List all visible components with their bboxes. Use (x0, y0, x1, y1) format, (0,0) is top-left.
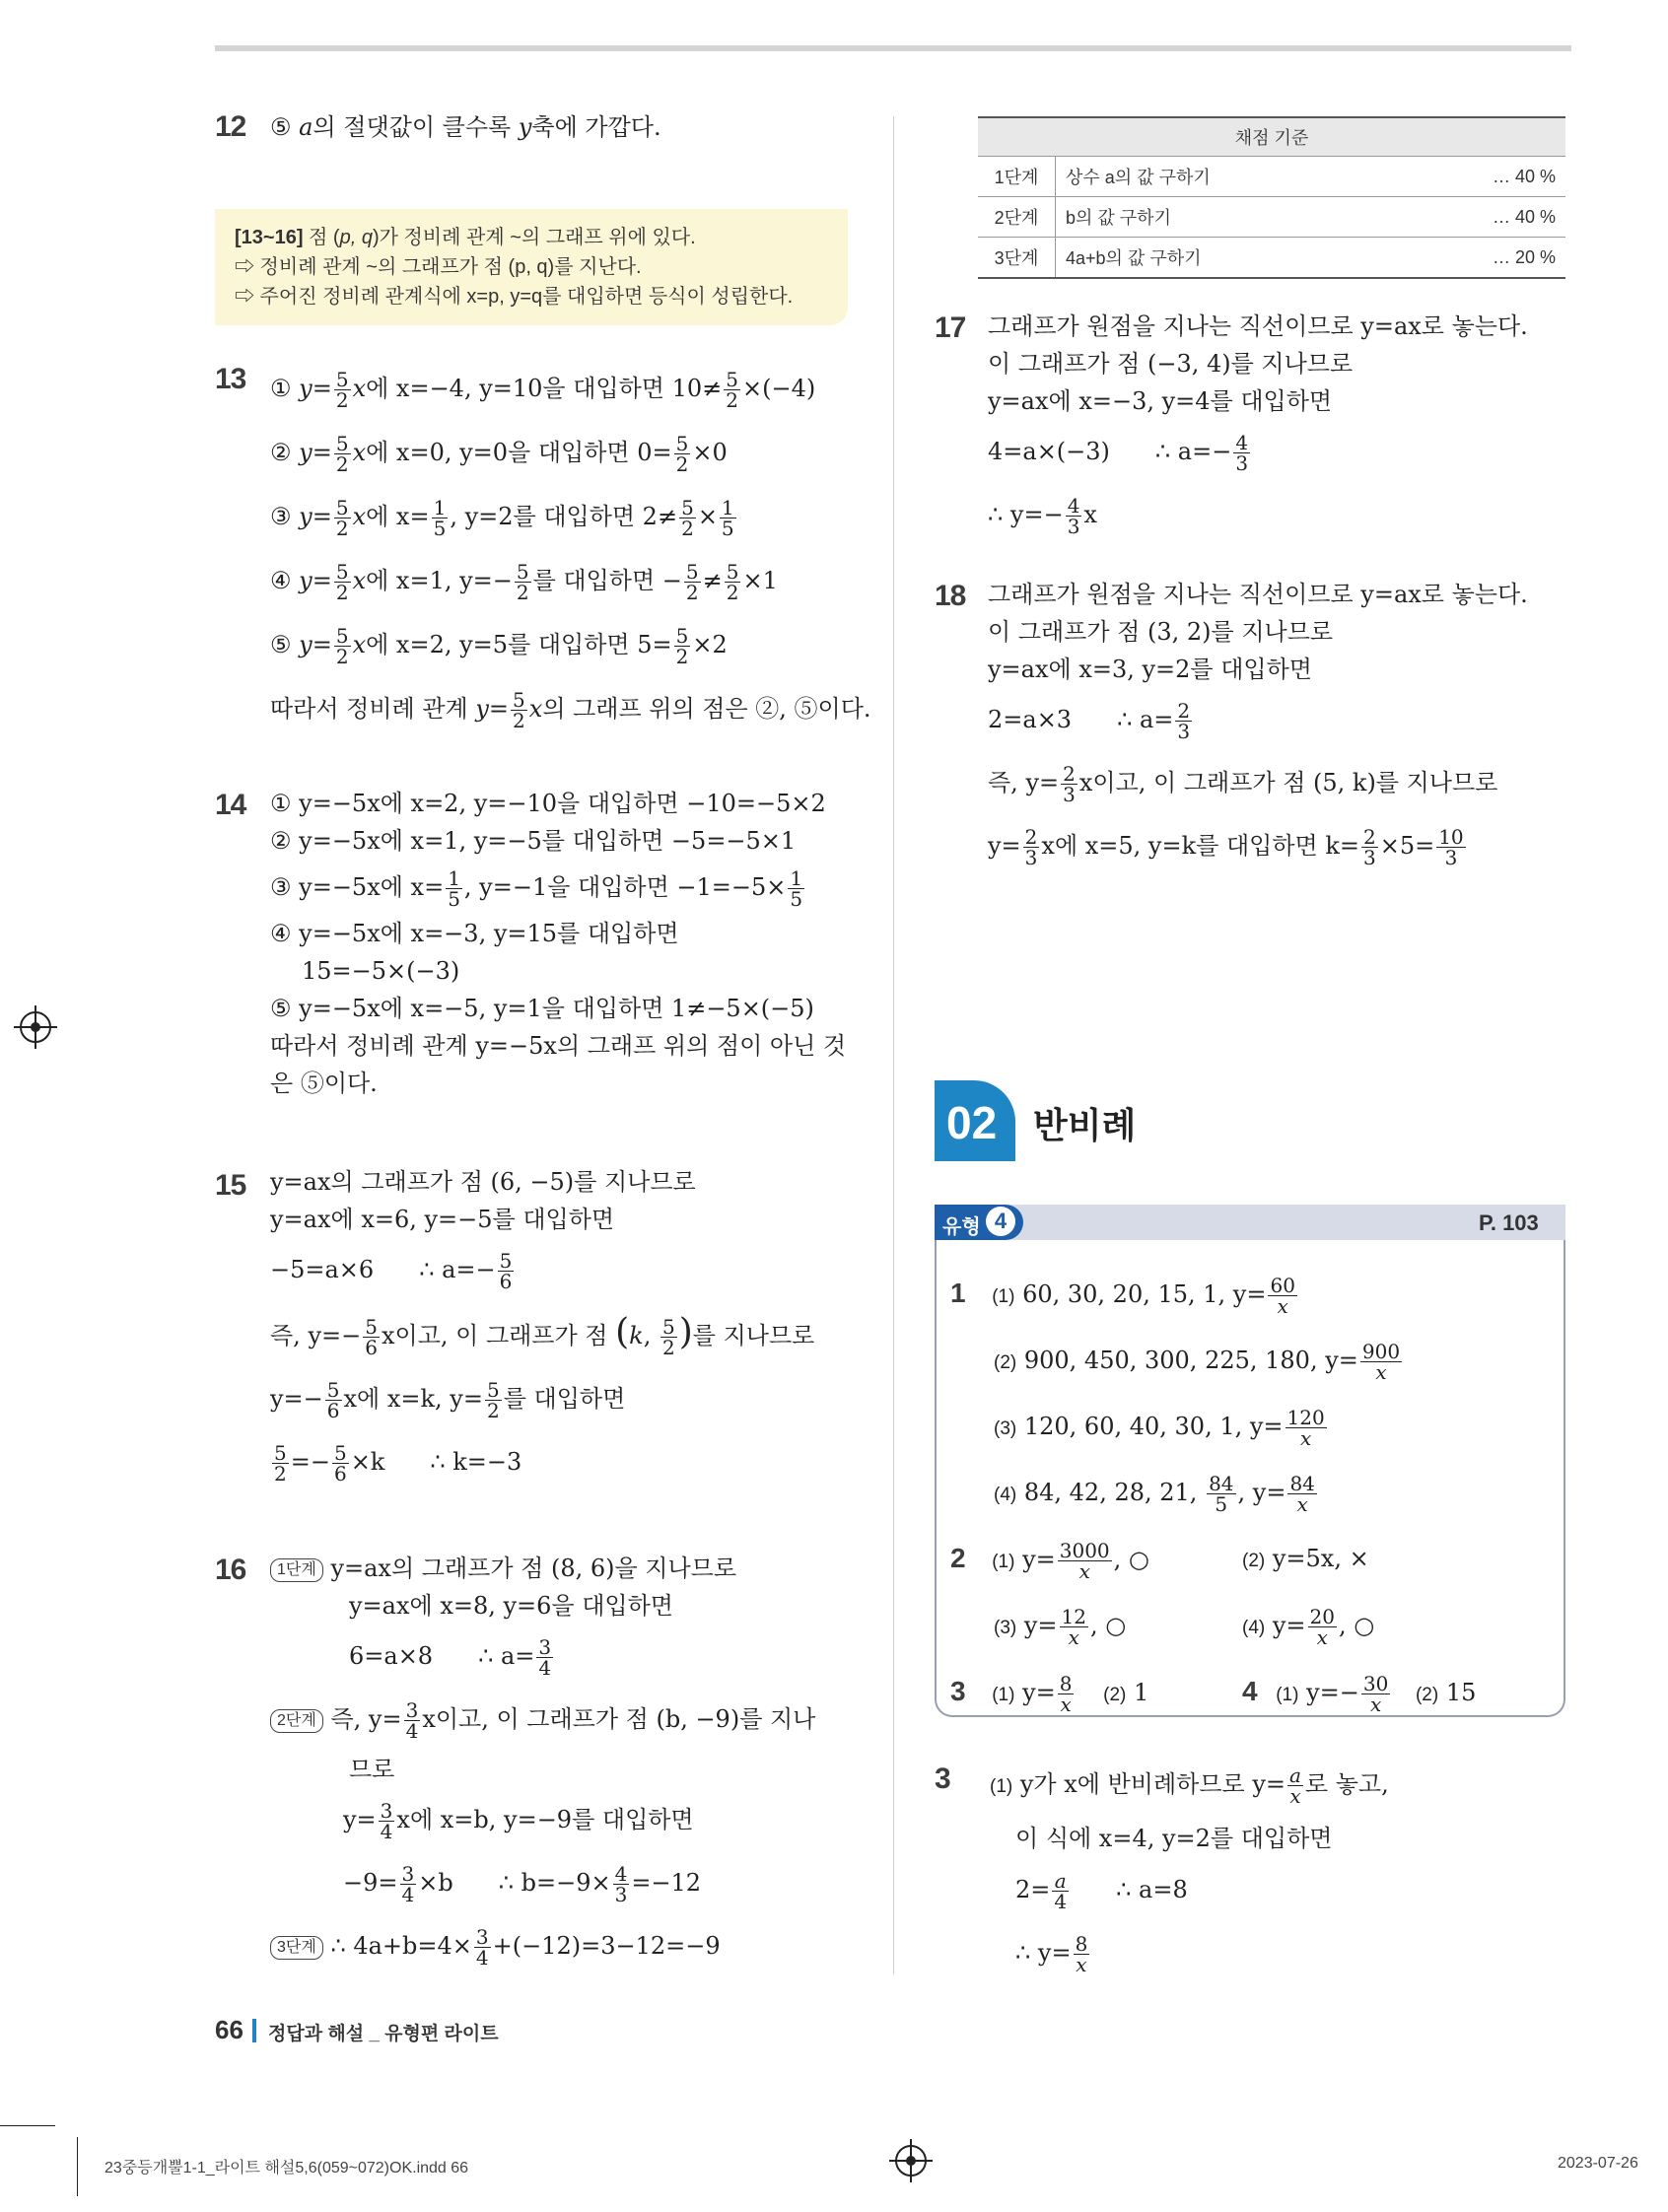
footer-title: 정답과 해설 _ 유형편 라이트 (268, 2024, 499, 2044)
problem-number-14: 14 (215, 789, 246, 821)
column-divider (893, 116, 894, 1974)
type-number: 4 (986, 1207, 1015, 1236)
problem-13: ① y= $\frac{5}{2}$ x에 x=−4, y=10을 대입하면 10≠ $\frac{5}{2}$ ×(−4) ② y= $\frac{5}{2}$ x에 x=0, y=0을 대입하면 0= $\frac{5}{2}$ ×0 ③ y= $\frac{5}{2}$ x에 x= $\frac{1}{5}$ , y=2를 대입하면 2≠ $\frac{5}{2}$ × $\frac{1}{5}$ ④ y= $\frac{5}{2}$ x에 x=1, y=− $\frac{5}{2}$ 를 대입하면 − $\frac{5}{2}$ ≠ $\frac{5}{2}$ ×1 ⑤ y= $\frac{5}{2}$ x에 x=2, y=5를 대입하면 5= $\frac{5}{2}$ ×2 따라서 정비례 관계 y= $\frac{5}{2}$ x의 그래프 위의 점은 ②, ⑤이다. (270, 368, 871, 732)
top-rule (215, 45, 1571, 51)
problem-number-3: 3 (935, 1763, 950, 1795)
type-header-bar (935, 1205, 1565, 1240)
step-1-badge: 1단계 (270, 1558, 323, 1582)
footer-divider (252, 2019, 256, 2042)
problem-12: ⑤ a의 절댓값이 클수록 y축에 가깝다. (270, 113, 661, 141)
registration-mark-icon (20, 1011, 51, 1043)
print-date: 2023-07-26 (1558, 2155, 1638, 2172)
note-line-2: ⇨ 정비례 관계 ~의 그래프가 점 (p, q)를 지난다. (235, 256, 642, 278)
grading-table-title: 채점 기준 (978, 117, 1565, 157)
problem-number-13: 13 (215, 363, 246, 395)
table-row: 2단계 b의 값 구하기 … 40 % (978, 197, 1565, 238)
answer-number-4: 4 (1242, 1676, 1257, 1706)
problem-number-17: 17 (935, 311, 966, 344)
grading-criteria-table (978, 116, 1565, 279)
crop-line-vertical (77, 2137, 78, 2196)
print-filename: 23중등개뿔1-1_라이트 해설5,6(059~072)OK.indd 66 (104, 2160, 469, 2177)
type-page-ref: P. 103 (1479, 1210, 1539, 1235)
problem-number-15: 15 (215, 1169, 246, 1202)
answer-number-1: 1 (950, 1278, 965, 1308)
problem-16: 1단계 y=ax의 그래프가 점 (8, 6)을 지나므로 y=ax에 x=8, y=6을 대입하면 6=a×8 ∴ a= $\frac{3}{4}$ 2단계 즉, y= $\frac{3}{4}$ x이고, 이 그래프가 점 (b, −9)를 지나 므로 y= $\frac{3}{4}$ x에 x=b, y=−9를 대입하면 −9= $\frac{3}{4}$ ×b ∴ b=−9× $\frac{4}{3}$ =−12 3단계 ∴ 4a+b=4× $\frac{3}{4}$ +(−12)=3−12=−9 (270, 1550, 815, 1977)
answer-number-2: 2 (950, 1543, 965, 1573)
type-label: 유형 (942, 1216, 981, 1238)
problem-3: (1) y가 x에 반비례하므로 y= $\frac{a}{x}$ 로 놓고, 이 식에 x=4, y=2를 대입하면 2= $\frac{a}{4}$ ∴ a=8 ∴ y= $\frac{8}{x}$ (990, 1763, 1389, 1976)
tip-note-box: [13~16] 점 (p, q)가 정비례 관계 ~의 그래프 위에 있다. ⇨ 정비례 관계 ~의 그래프가 점 (p, q)를 지난다. ⇨ 주어진 정비례 관계식에 x=p, y=q를 대입하면 등식이 성립한다. (215, 209, 848, 325)
section-number: 02 (946, 1097, 998, 1148)
section-title: 반비례 (1033, 1105, 1137, 1145)
problem-number-16: 16 (215, 1554, 246, 1586)
problem-15: y=ax의 그래프가 점 (6, −5)를 지나므로 y=ax에 x=6, y=−5를 대입하면 −5=a×6 ∴ a=− $\frac{5}{6}$ 즉, y=− $\frac{5}{6}$ x이고, 이 그래프가 점 (k, $\frac{5}{2}$ )를 지나므로 y=− $\frac{5}{6}$ x에 x=k, y= $\frac{5}{2}$ 를 대입하면 $\frac{5}{2}$ =− $\frac{5}{6}$ ×k ∴ k=−3 (270, 1168, 815, 1486)
table-row: 3단계 4a+b의 값 구하기 … 20 % (978, 238, 1565, 279)
problem-18: 그래프가 원점을 지나는 직선이므로 y=ax로 놓는다. 이 그래프가 점 (3, 2)를 지나므로 y=ax에 x=3, y=2를 대입하면 2=a×3 ∴ a= $\frac{2}{3}$ 즉, y= $\frac{2}{3}$ x이고, 이 그래프가 점 (5, k)를 지나므로 y= $\frac{2}{3}$ x에 x=5, y=k를 대입하면 k= $\frac{2}{3}$ ×5= $\frac{10}{3}$ (988, 581, 1528, 869)
problem-14: ① y=−5x에 x=2, y=−10을 대입하면 −10=−5×2 ② y=−5x에 x=1, y=−5를 대입하면 −5=−5×1 ③ y=−5x에 x= $\frac{1}{5}$ , y=−1을 대입하면 −1=−5× $\frac{1}{5}$ ④ y=−5x에 x=−3, y=15를 대입하면 15=−5×(−3) ⑤ y=−5x에 x=−5, y=1을 대입하면 1≠−5×(−5) 따라서 정비례 관계 y=−5x의 그래프 위의 점이 아닌 것 은 ⑤이다. (270, 790, 847, 1097)
crop-line (0, 2125, 55, 2126)
note-range: [13~16] (235, 227, 304, 248)
registration-mark-icon (895, 2145, 927, 2177)
note-line-3: ⇨ 주어진 정비례 관계식에 x=p, y=q를 대입하면 등식이 성립한다. (235, 286, 794, 308)
problem-number-12: 12 (215, 110, 246, 143)
step-2-badge: 2단계 (270, 1709, 323, 1733)
type4-answers: 1 (1) 60, 30, 20, 15, 1, y= $\frac{60}{x}$ (2) 900, 450, 300, 225, 180, y= $\frac{900}{x}$ (3) 120, 60, 40, 30, 1, y= $\frac{120}{x}$ (4) 84, 42, 28, 21, $\frac{84}{5}$ , y= $\frac{84}{x}$ 2 (1) y= $\frac{3000}{x}$ , ○ (2) y=5x, × (3) y= $\frac{12}{x}$ , ○ (4) y= $\frac{20}{x}$ , ○ 3 (1) y= $\frac{8}{x}$ (2) 1 4 (1) y=− $\frac{30}{x}$ (2) 15 (950, 1274, 1477, 1716)
problem-number-18: 18 (935, 580, 966, 612)
answer-number-3: 3 (950, 1676, 965, 1706)
page-number: 66 (215, 2015, 243, 2044)
step-3-badge: 3단계 (270, 1936, 323, 1960)
problem-17: 그래프가 원점을 지나는 직선이므로 y=ax로 놓는다. 이 그래프가 점 (−3, 4)를 지나므로 y=ax에 x=−3, y=4를 대입하면 4=a×(−3) ∴ a=− $\frac{4}{3}$ ∴ y=− $\frac{4}{3}$ x (988, 312, 1528, 538)
table-row: 1단계 상수 a의 값 구하기 … 40 % (978, 157, 1565, 197)
